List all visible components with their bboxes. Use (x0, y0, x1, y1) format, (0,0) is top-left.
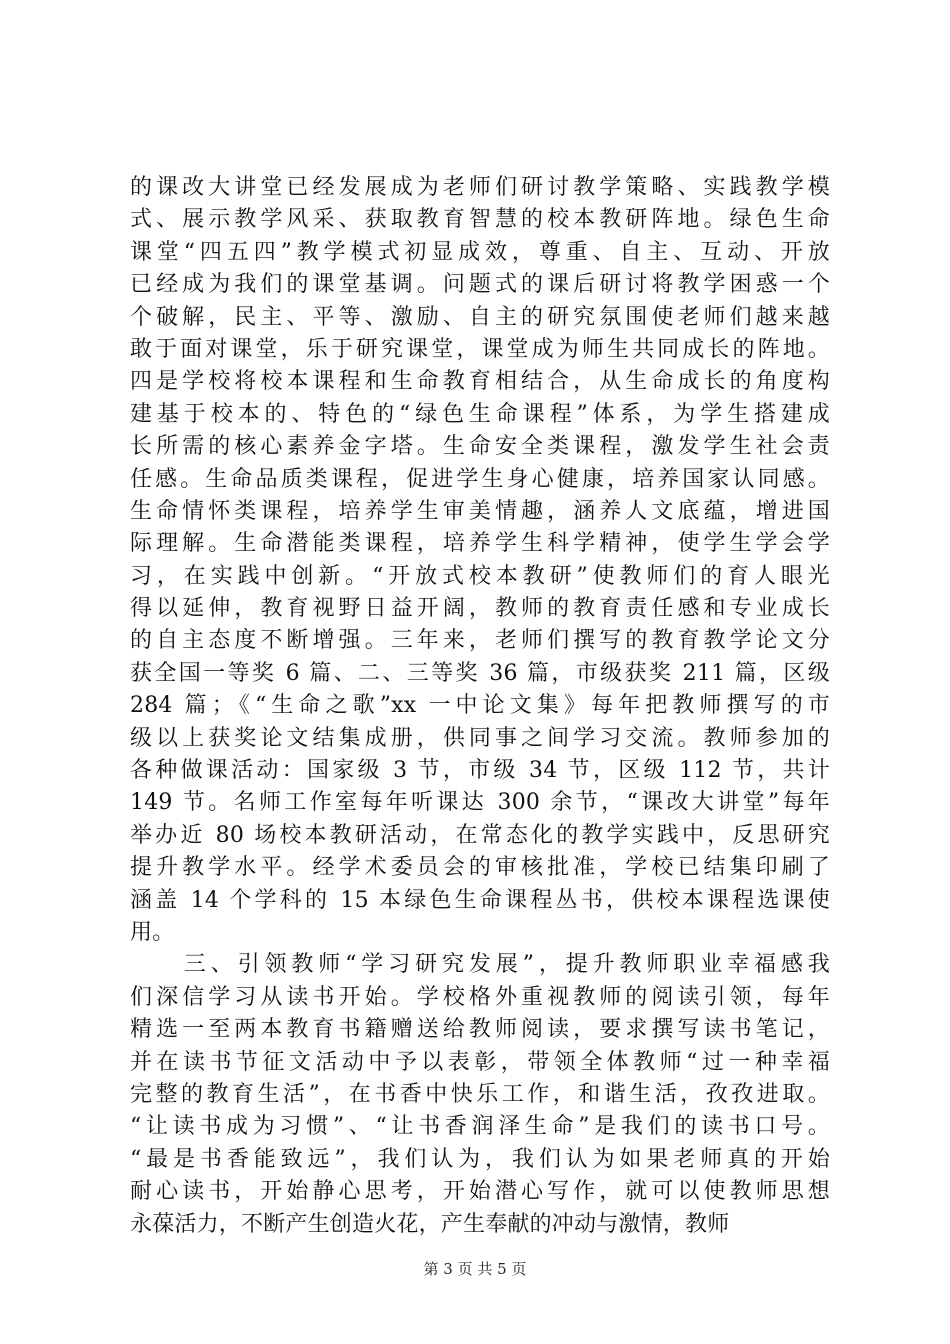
text-line: 获全国一等奖 6 篇、二、三等奖 36 篇，市级获奖 211 篇，区级 (130, 660, 830, 686)
page-footer: 第 3 页 共 5 页 (423, 1260, 527, 1278)
text-line: 并在读书节征文活动中予以表彰，带领全体教师“过一种幸福 (130, 1049, 830, 1075)
text-line: 149 节。名师工作室每年听课达 300 余节，“课改大讲堂”每年 (130, 790, 830, 816)
text-line: 完整的教育生活”，在书香中快乐工作，和谐生活，孜孜进取。 (130, 1081, 830, 1107)
text-line: 三、引领教师“学习研究发展”，提升教师职业幸福感我 (130, 952, 830, 978)
body-text (130, 172, 830, 1241)
text-line: “让读书成为习惯”、“让书香润泽生命”是我们的读书口号。 (130, 1114, 830, 1140)
text-line: 涵盖 14 个学科的 15 本绿色生命课程丛书，供校本课程选课使 (130, 887, 830, 913)
text-line: 举办近 80 场校本教研活动，在常态化的教学实践中，反思研究 (130, 822, 830, 848)
text-line: 的自主态度不断增强。三年来，老师们撰写的教育教学论文分 (130, 628, 830, 654)
text-line: “最是书香能致远”，我们认为，我们认为如果老师真的开始 (130, 1146, 830, 1172)
text-line: 个破解，民主、平等、激励、自主的研究氛围使老师们越来越 (130, 304, 830, 330)
paragraph (130, 172, 830, 949)
text-line: 长所需的核心素养金字塔。生命安全类课程，激发学生社会责 (130, 434, 830, 460)
text-line: 各种做课活动：国家级 3 节，市级 34 节，区级 112 节，共计 (130, 758, 830, 784)
text-line: 们深信学习从读书开始。学校格外重视教师的阅读引领，每年 (130, 984, 830, 1010)
text-line: 的课改大讲堂已经发展成为老师们研讨教学策略、实践教学模 (130, 175, 830, 200)
text-line: 习，在实践中创新。“开放式校本教研”使教师们的育人眼光 (130, 563, 830, 589)
text-line: 级以上获奖论文结集成册，供同事之间学习交流。教师参加的 (130, 725, 830, 751)
text-line: 生命情怀类课程，培养学生审美情趣，涵养人文底蕴，增进国 (130, 498, 830, 524)
text-line: 四是学校将校本课程和生命教育相结合，从生命成长的角度构 (130, 369, 830, 395)
text-line: 任感。生命品质类课程，促进学生身心健康，培养国家认同感。 (130, 466, 830, 492)
text-line: 已经成为我们的课堂基调。问题式的课后研讨将教学困惑一个 (130, 272, 830, 298)
text-line: 课堂“四五四”教学模式初显成效，尊重、自主、互动、开放 (130, 239, 830, 265)
text-line: 284 篇；《“生命之歌”xx 一中论文集》每年把教师撰写的市 (130, 693, 830, 719)
text-line: 式、展示教学风采、获取教育智慧的校本教研阵地。绿色生命 (130, 207, 830, 233)
text-line: 精选一至两本教育书籍赠送给教师阅读，要求撰写读书笔记， (130, 1017, 830, 1043)
text-line: 得以延伸，教育视野日益开阔，教师的教育责任感和专业成长 (130, 596, 830, 622)
text-line: 际理解。生命潜能类课程，培养学生科学精神，使学生学会学 (130, 531, 830, 557)
text-line: 用。 (130, 919, 175, 945)
text-line: 提升教学水平。经学术委员会的审核批准，学校已结集印刷了 (130, 855, 830, 881)
text-line: 敢于面对课堂，乐于研究课堂，课堂成为师生共同成长的阵地。 (130, 336, 830, 362)
text-line: 永葆活力，不断产生创造火花，产生奉献的冲动与激情，教师 (130, 1211, 730, 1237)
text-line: 建基于校本的、特色的“绿色生命课程”体系，为学生搭建成 (130, 401, 830, 427)
paragraph (130, 949, 830, 1241)
text-line: 耐心读书，开始静心思考，开始潜心写作，就可以使教师思想 (130, 1179, 830, 1205)
